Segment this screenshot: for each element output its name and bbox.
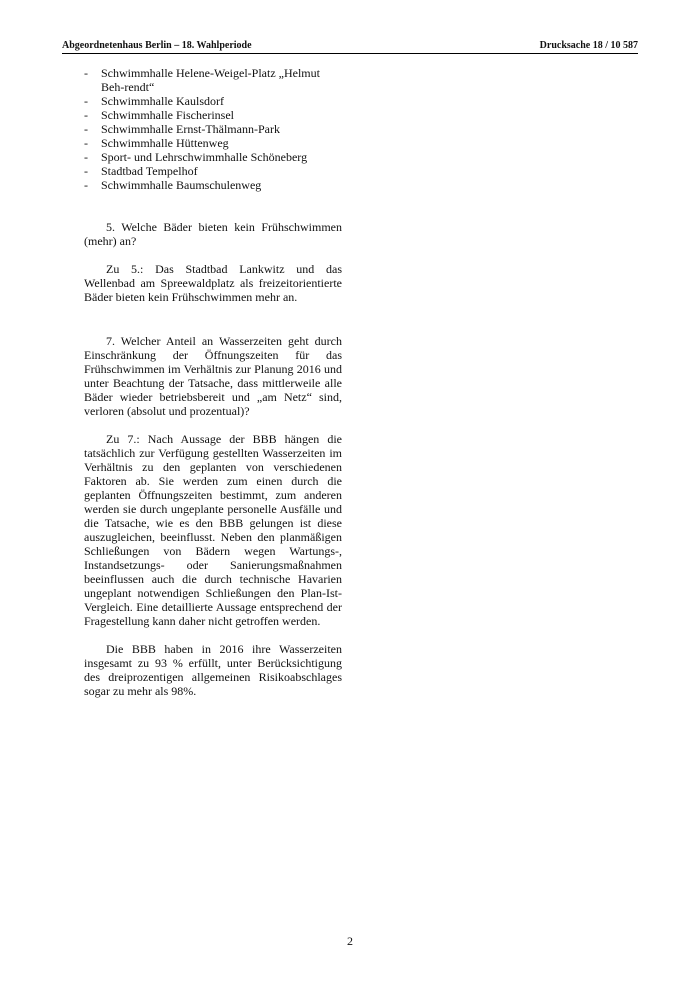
question-5: 5. Welche Bäder bieten kein Frühschwimmen (mehr) an? <box>84 220 342 248</box>
list-item: - Schwimmhalle Ernst-Thälmann-Park <box>84 122 342 136</box>
page-number: 2 <box>347 934 353 948</box>
answer-7: Zu 7.: Nach Aussage der BBB hängen die tatsächlich zur Verfügung gestellten Wasserzeiten im Verhältnis zu den geplanten von verschiedenen Faktoren ab. Sie werden zum einen durch die geplanten Öffnungszeiten bestimmt, zum anderen werden sie durch ungeplante personelle Ausfälle und die Tatsache, wie es den BBB gelungen ist diese auszugleichen, beeinflusst. Neben den planmäßigen Schließungen von Bädern wegen Wartungs-, Instandsetzungs- oder Sanierungsmaßnahmen beeinflussen auch die durch technische Havarien ungeplant notwendigen Schließungen den Plan-Ist-Vergleich. Eine detaillierte Aussage entsprechend der Fragestellung kann daher nicht getroffen werden. <box>84 432 342 628</box>
pool-list <box>84 66 342 192</box>
question-7: 7. Welcher Anteil an Wasserzeiten geht durch Einschränkung der Öffnungszeiten für das Frühschwimmen im Verhältnis zur Planung 2016 und unter Beachtung der Tatsache, dass mittlerweile alle Bäder wieder betriebsbereit und „am Netz“ sind, verloren (absolut und prozentual)? <box>84 334 342 418</box>
list-item: - Schwimmhalle Fischerinsel <box>84 108 342 122</box>
text-column <box>84 66 342 698</box>
list-item: - Sport- und Lehrschwimmhalle Schöneberg <box>84 150 342 164</box>
header-left: Abgeordnetenhaus Berlin – 18. Wahlperiode <box>62 40 252 51</box>
list-item: - Schwimmhalle Baumschulenweg <box>84 178 342 192</box>
page-header <box>62 40 638 54</box>
list-item: - Schwimmhalle Kaulsdorf <box>84 94 342 108</box>
list-item: - Stadtbad Tempelhof <box>84 164 342 178</box>
answer-7-continued: Die BBB haben in 2016 ihre Wasserzeiten insgesamt zu 93 % erfüllt, unter Berücksichtigung des dreiprozentigen allgemeinen Risikoabschlages sogar zu mehr als 98%. <box>84 642 342 698</box>
answer-5: Zu 5.: Das Stadtbad Lankwitz und das Wellenbad am Spreewaldplatz als freizeitorientierte Bäder bieten kein Frühschwimmen mehr an. <box>84 262 342 304</box>
header-right: Drucksache 18 / 10 587 <box>539 40 638 51</box>
list-item: - Schwimmhalle Hüttenweg <box>84 136 342 150</box>
list-item: - Schwimmhalle Helene-Weigel-Platz „Helmut Beh-rendt“ <box>84 66 342 94</box>
